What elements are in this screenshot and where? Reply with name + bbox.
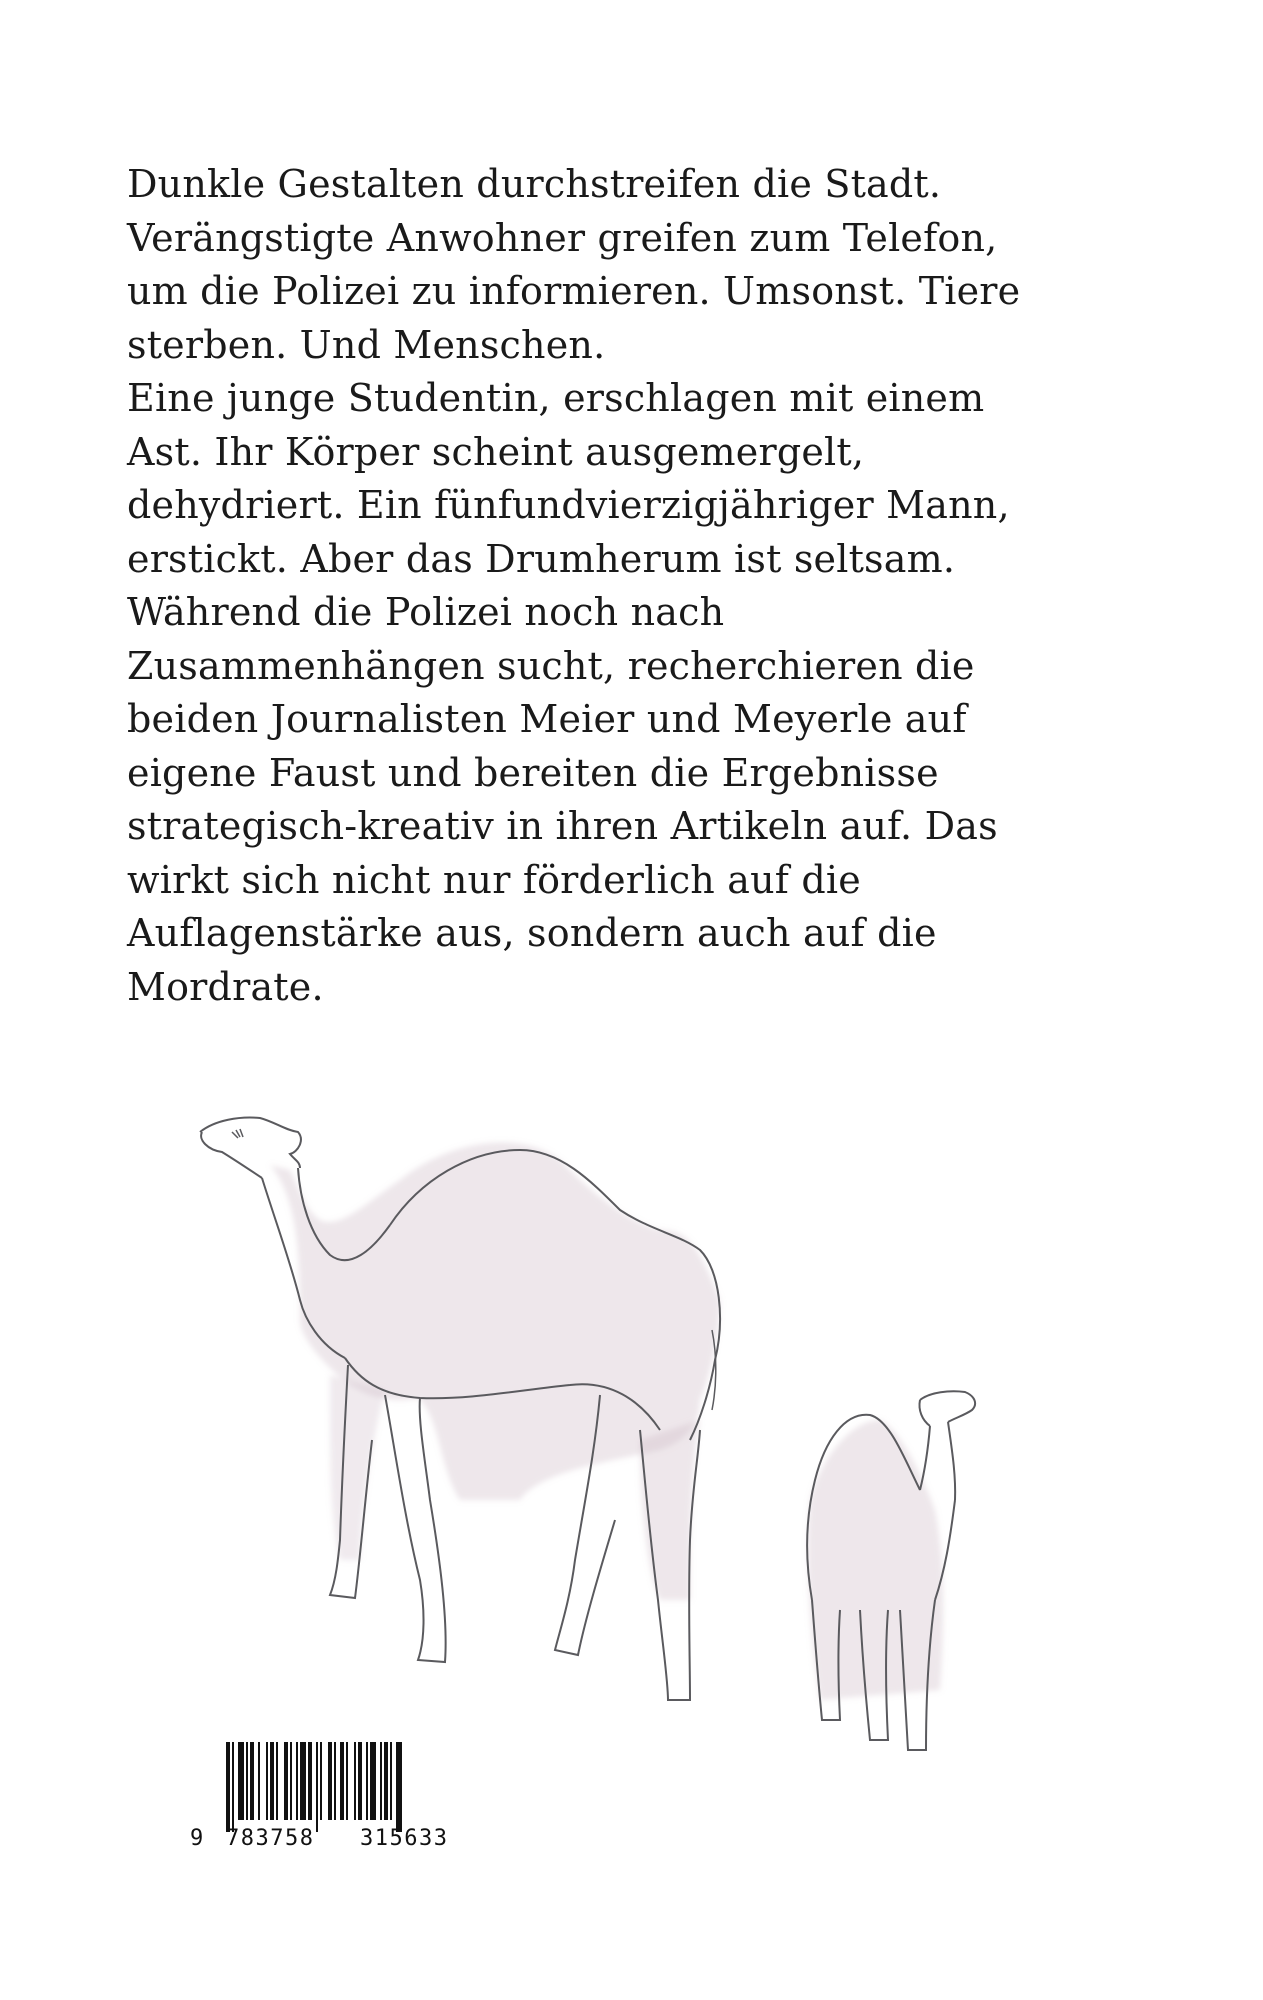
young-camel-drawing	[807, 1391, 975, 1750]
blurb-line: Zusammenhängen sucht, recherchieren die	[127, 643, 975, 688]
barcode-bar	[308, 1742, 312, 1820]
barcode-bar	[258, 1742, 260, 1820]
barcode-bar	[396, 1742, 402, 1832]
blurb-line: strategisch-kreativ in ihren Artikeln auf. Das	[127, 804, 998, 848]
camel-illustration	[0, 1080, 1263, 1840]
barcode-bar	[370, 1742, 376, 1820]
barcode-bar	[276, 1742, 278, 1820]
blurb-line: Während die Polizei noch nach	[127, 590, 725, 634]
blurb-line: Verängstigte Anwohner greifen zum Telefon,	[127, 215, 998, 260]
barcode-bar	[354, 1742, 356, 1820]
barcode-bar	[358, 1742, 362, 1820]
adult-camel-drawing	[200, 1118, 720, 1700]
barcode-bar	[316, 1742, 318, 1832]
barcode-bar	[296, 1742, 298, 1820]
barcode-bar	[320, 1742, 322, 1820]
barcode-bar	[300, 1742, 306, 1820]
barcode-bar	[390, 1742, 392, 1820]
isbn-digit-group-2: 315633	[360, 1826, 449, 1851]
barcode-bar	[328, 1742, 332, 1820]
barcode-bar	[340, 1742, 344, 1820]
barcode-bar	[290, 1742, 292, 1820]
blurb-line: Auflagenstärke aus, sondern auch auf die	[127, 911, 937, 955]
barcode-bar	[266, 1742, 268, 1820]
blurb-line: wirkt sich nicht nur förderlich auf die	[127, 857, 861, 902]
blurb-line: beiden Journalisten Meier und Meyerle auf	[127, 697, 967, 741]
back-cover-blurb	[127, 158, 1137, 1014]
barcode-bar	[270, 1742, 274, 1820]
barcode-bar	[226, 1742, 230, 1832]
barcode-bar	[238, 1742, 244, 1820]
barcode-bar	[366, 1742, 368, 1820]
barcode-bar	[246, 1742, 248, 1820]
barcode-bar	[384, 1742, 388, 1820]
isbn-digit-first: 9	[190, 1826, 205, 1851]
barcode-bar	[232, 1742, 234, 1832]
blurb-line: um die Polizei zu informieren. Umsonst. Tiere	[127, 269, 1021, 313]
blurb-line: erstickt. Aber das Drumherum ist seltsam.	[127, 536, 956, 581]
blurb-line: Eine junge Studentin, erschlagen mit einem	[127, 376, 985, 420]
barcode-bar	[250, 1742, 254, 1820]
isbn-digit-group-1: 783758	[226, 1826, 315, 1851]
barcode-bar	[380, 1742, 382, 1820]
blurb-line: Mordrate.	[127, 964, 324, 1009]
barcode-bar	[334, 1742, 336, 1820]
blurb-line: dehydriert. Ein fünfundvierzigjähriger Mann,	[127, 483, 1010, 527]
barcode-bar	[346, 1742, 348, 1820]
barcode-bar	[284, 1742, 288, 1820]
blurb-line: Dunkle Gestalten durchstreifen die Stadt.	[127, 162, 942, 206]
blurb-line: sterben. Und Menschen.	[127, 322, 606, 367]
blurb-line: Ast. Ihr Körper scheint ausgemergelt,	[127, 429, 865, 474]
blurb-line: eigene Faust und bereiten die Ergebnisse	[127, 750, 939, 795]
